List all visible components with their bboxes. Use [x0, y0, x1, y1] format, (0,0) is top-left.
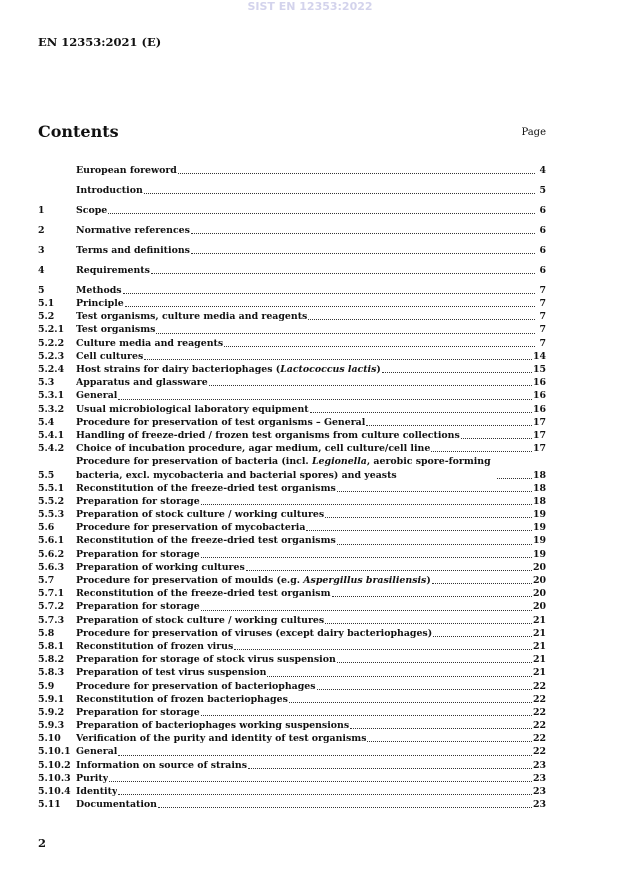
toc-entry-title: Preparation of working cultures — [76, 561, 245, 573]
toc-entry-page: 19 — [532, 535, 546, 547]
dot-leader — [306, 529, 532, 531]
toc-entry-title: Apparatus and glassware — [76, 377, 208, 389]
toc-entry-page: 17 — [532, 429, 546, 441]
toc-entry[interactable] — [38, 587, 546, 600]
toc-entry-number: 4 — [38, 264, 45, 276]
page-column-label: Page — [521, 127, 546, 138]
toc-entry-number: 5.8.3 — [38, 667, 65, 679]
toc-entry-number: 5.2.1 — [38, 324, 65, 336]
dot-leader — [308, 318, 535, 320]
toc-entry-page: 7 — [539, 298, 546, 310]
toc-entry[interactable] — [38, 429, 546, 442]
toc-entry-number: 5.3 — [38, 377, 55, 389]
toc-entry-number: 5.11 — [38, 799, 61, 811]
toc-entry-title: Documentation — [76, 799, 157, 811]
toc-entry-page: 22 — [532, 680, 546, 692]
toc-entry[interactable] — [38, 264, 546, 277]
dot-leader — [332, 595, 532, 597]
dot-leader — [325, 622, 532, 624]
toc-entry-page: 16 — [532, 377, 546, 389]
dot-leader — [248, 767, 532, 769]
toc-entry[interactable] — [38, 719, 546, 732]
toc-entry[interactable] — [38, 666, 546, 679]
dot-leader — [201, 714, 532, 716]
toc-entry-title: Preparation for storage — [76, 548, 200, 560]
toc-entry-title: Preparation for storage — [76, 706, 200, 718]
toc-entry[interactable] — [38, 627, 546, 640]
toc-entry[interactable] — [38, 376, 546, 389]
toc-entry[interactable] — [38, 640, 546, 653]
dot-leader — [201, 609, 532, 611]
dot-leader — [317, 688, 532, 690]
toc-entry-title: Terms and definitions — [76, 244, 190, 256]
toc-entry-number: 5.4.2 — [38, 443, 65, 455]
toc-entry-title: Host strains for dairy bacteriophages (Lactococcus lactis) — [76, 364, 381, 376]
dot-leader — [118, 398, 532, 400]
toc-entry-number: 5.10 — [38, 733, 61, 745]
toc-entry-page: 15 — [532, 364, 546, 376]
toc-entry[interactable] — [38, 416, 546, 429]
toc-entry-number: 5.7.1 — [38, 588, 65, 600]
toc-entry-title: Requirements — [76, 264, 150, 276]
toc-entry-page: 6 — [539, 244, 546, 256]
toc-entry[interactable] — [38, 600, 546, 613]
dot-leader — [144, 358, 532, 360]
toc-entry-page: 19 — [532, 509, 546, 521]
toc-entry-page: 21 — [532, 614, 546, 626]
dot-leader — [367, 740, 531, 742]
toc-entry-page: 17 — [532, 416, 546, 428]
toc-entry[interactable] — [38, 706, 546, 719]
dot-leader — [209, 384, 532, 386]
toc-entry-title: Purity — [76, 772, 109, 784]
toc-entry-page: 5 — [539, 184, 546, 196]
toc-entry-page: 4 — [539, 164, 546, 176]
toc-entry-title: Test organisms — [76, 324, 156, 336]
toc-entry-title: Preparation of bacteriophages working suspensions — [76, 720, 350, 732]
toc-entry-number: 5.9.3 — [38, 720, 65, 732]
toc-entry-page: 23 — [532, 759, 546, 771]
toc-entry[interactable] — [38, 745, 546, 758]
toc-entry-title: Information on source of strains — [76, 759, 248, 771]
toc-entry[interactable] — [38, 224, 546, 237]
toc-entry-title: Reconstitution of frozen virus — [76, 640, 234, 652]
toc-entry-page: 21 — [532, 654, 546, 666]
toc-entry-number: 5.9.2 — [38, 706, 65, 718]
toc-entry-page: 23 — [532, 786, 546, 798]
toc-entry-title: Procedure for preservation of bacteria (incl. Legionella, aerobic spore-forming bacteria, excl. mycobacteria and bacterial spores) and yeasts — [76, 456, 491, 481]
toc-entry[interactable] — [38, 350, 546, 363]
dot-leader — [224, 345, 535, 347]
toc-entry-number: 5.7.3 — [38, 614, 65, 626]
toc-entry-page: 16 — [532, 390, 546, 402]
toc-entry-title: Introduction — [76, 184, 143, 196]
toc-entry[interactable] — [38, 363, 546, 376]
dot-leader — [109, 780, 532, 782]
dot-leader — [151, 272, 535, 274]
toc-entry-page: 22 — [532, 733, 546, 745]
toc-entry-number: 5.2 — [38, 311, 55, 323]
toc-entry[interactable] — [38, 204, 546, 217]
toc-entry[interactable] — [38, 310, 546, 323]
toc-entry-page: 6 — [539, 204, 546, 216]
toc-entry[interactable] — [38, 732, 546, 745]
toc-entry-title: Usual microbiological laboratory equipment — [76, 403, 309, 415]
toc-entry-page: 16 — [532, 403, 546, 415]
toc-entry-page: 20 — [532, 561, 546, 573]
toc-entry-page: 22 — [532, 693, 546, 705]
toc-entry[interactable] — [38, 680, 546, 693]
toc-entry-number: 1 — [38, 204, 45, 216]
toc-entry-page: 21 — [532, 667, 546, 679]
toc-entry[interactable] — [38, 482, 546, 495]
toc-entry-number: 5.1 — [38, 298, 55, 310]
toc-entry-title: General — [76, 746, 118, 758]
dot-leader — [191, 252, 535, 254]
toc-entry-title: Procedure for preservation of test organisms – General — [76, 416, 366, 428]
toc-entry-title: Procedure for preservation of bacteriophages — [76, 680, 316, 692]
toc-entry-page: 18 — [532, 469, 546, 481]
toc-entry-number: 5.2.2 — [38, 337, 65, 349]
toc-entry-page: 20 — [532, 575, 546, 587]
dot-leader — [191, 232, 535, 234]
toc-entry-page: 20 — [532, 588, 546, 600]
toc-entry[interactable] — [38, 521, 546, 534]
toc-entry[interactable] — [38, 534, 546, 547]
toc-entry-number: 5.9 — [38, 680, 55, 692]
toc-entry[interactable] — [38, 785, 546, 798]
toc-entry-number: 5.10.2 — [38, 759, 71, 771]
toc-entry-number: 5.8 — [38, 627, 55, 639]
toc-entry-number: 5.5.1 — [38, 482, 65, 494]
dot-leader — [201, 503, 532, 505]
dot-leader — [178, 172, 535, 174]
toc-entry-number: 5 — [38, 284, 45, 296]
toc-entry[interactable] — [38, 574, 546, 587]
toc-entry-page: 19 — [532, 548, 546, 560]
table-of-contents — [38, 164, 546, 811]
toc-entry[interactable] — [38, 759, 546, 772]
toc-entry-title: Choice of incubation procedure, agar medium, cell culture/cell line — [76, 443, 431, 455]
watermark: SIST EN 12353:2022 — [247, 0, 373, 13]
toc-entry-title: Preparation for storage — [76, 495, 200, 507]
toc-entry-title: Reconstitution of frozen bacteriophages — [76, 693, 288, 705]
toc-entry-title: Culture media and reagents — [76, 337, 224, 349]
dot-leader — [310, 411, 532, 413]
toc-entry[interactable] — [38, 297, 546, 310]
dot-leader — [234, 648, 532, 650]
toc-entry[interactable] — [38, 389, 546, 402]
dot-leader — [325, 516, 532, 518]
dot-leader — [125, 305, 535, 307]
toc-entry-number: 5.3.1 — [38, 390, 65, 402]
toc-entry-title: European foreword — [76, 164, 177, 176]
dot-leader — [201, 556, 532, 558]
toc-entry-page: 22 — [532, 706, 546, 718]
toc-entry-page: 23 — [532, 799, 546, 811]
dot-leader — [158, 806, 532, 808]
toc-entry-page: 6 — [539, 224, 546, 236]
toc-entry-page: 6 — [539, 264, 546, 276]
toc-entry-page: 14 — [532, 350, 546, 362]
toc-entry[interactable] — [38, 244, 546, 257]
toc-entry-number: 5.8.2 — [38, 654, 65, 666]
dot-leader — [431, 450, 532, 452]
toc-entry-page: 22 — [532, 720, 546, 732]
toc-entry-title: Procedure for preservation of moulds (e.g. Aspergillus brasiliensis) — [76, 575, 431, 587]
toc-entry-title: Preparation of stock culture / working cultures — [76, 614, 325, 626]
toc-entry-number: 3 — [38, 244, 45, 256]
dot-leader — [350, 727, 532, 729]
toc-entry-number: 5.6.1 — [38, 535, 65, 547]
toc-entry-number: 5.6.2 — [38, 548, 65, 560]
toc-entry-page: 7 — [539, 311, 546, 323]
toc-entry[interactable] — [38, 508, 546, 521]
contents-heading: Contents — [38, 122, 119, 141]
toc-entry-number: 5.5.2 — [38, 495, 65, 507]
dot-leader — [289, 701, 532, 703]
toc-entry-title: Preparation of test virus suspension — [76, 667, 267, 679]
toc-entry-title: Principle — [76, 298, 124, 310]
toc-entry-title: Test organisms, culture media and reagents — [76, 311, 308, 323]
dot-leader — [337, 661, 532, 663]
toc-entry-page: 18 — [532, 482, 546, 494]
toc-entry-number: 5.2.4 — [38, 364, 65, 376]
toc-entry-number: 5.9.1 — [38, 693, 65, 705]
toc-entry[interactable] — [38, 653, 546, 666]
toc-entry-title: Normative references — [76, 224, 190, 236]
toc-entry[interactable] — [38, 337, 546, 350]
toc-entry[interactable] — [38, 164, 546, 177]
toc-entry-number: 5.7.2 — [38, 601, 65, 613]
toc-entry-title: Cell cultures — [76, 350, 144, 362]
toc-entry-page: 21 — [532, 640, 546, 652]
toc-entry-page: 18 — [532, 495, 546, 507]
toc-entry-title: Scope — [76, 204, 108, 216]
toc-entry[interactable] — [38, 403, 546, 416]
toc-entry-title: Reconstitution of the freeze-dried test organisms — [76, 482, 336, 494]
toc-entry-title: Methods — [76, 284, 122, 296]
toc-entry-number: 2 — [38, 224, 45, 236]
dot-leader — [461, 437, 532, 439]
toc-entry-title: Preparation for storage of stock virus suspension — [76, 654, 336, 666]
toc-entry-number: 5.5.3 — [38, 509, 65, 521]
toc-entry-number: 5.10.3 — [38, 772, 71, 784]
dot-leader — [246, 569, 532, 571]
toc-entry[interactable] — [38, 284, 546, 297]
toc-entry-page: 7 — [539, 337, 546, 349]
toc-entry-number: 5.10.4 — [38, 786, 71, 798]
toc-entry-title: Reconstitution of the freeze-dried test organism — [76, 588, 331, 600]
toc-entry-title: Procedure for preservation of viruses (except dairy bacteriophages) — [76, 627, 433, 639]
toc-entry[interactable] — [38, 614, 546, 627]
dot-leader — [156, 332, 535, 334]
toc-entry-page: 7 — [539, 324, 546, 336]
toc-entry-page: 19 — [532, 522, 546, 534]
toc-entry-page: 23 — [532, 772, 546, 784]
toc-entry-number: 5.7 — [38, 575, 55, 587]
dot-leader — [118, 754, 532, 756]
dot-leader — [108, 212, 535, 214]
toc-entry-number: 5.6 — [38, 522, 55, 534]
toc-entry-page: 7 — [539, 284, 546, 296]
toc-entry[interactable] — [38, 798, 546, 811]
toc-entry-title: Verification of the purity and identity of test organisms — [76, 733, 367, 745]
toc-entry-number: 5.8.1 — [38, 640, 65, 652]
toc-entry[interactable] — [38, 455, 546, 481]
toc-entry[interactable] — [38, 495, 546, 508]
toc-entry[interactable] — [38, 772, 546, 785]
toc-entry-number: 5.5 — [38, 469, 55, 481]
dot-leader — [118, 793, 532, 795]
toc-entry[interactable] — [38, 442, 546, 455]
toc-entry-number: 5.3.2 — [38, 403, 65, 415]
toc-entry-title: General — [76, 390, 118, 402]
dot-leader — [433, 635, 532, 637]
toc-entry-title: Handling of freeze-dried / frozen test organisms from culture collections — [76, 429, 460, 441]
document-identifier: EN 12353:2021 (E) — [38, 35, 162, 49]
toc-entry-page: 17 — [532, 443, 546, 455]
dot-leader — [337, 543, 532, 545]
dot-leader — [337, 490, 532, 492]
toc-entry-page: 21 — [532, 627, 546, 639]
toc-entry[interactable] — [38, 548, 546, 561]
toc-entry[interactable] — [38, 693, 546, 706]
toc-entry-page: 22 — [532, 746, 546, 758]
toc-entry-number: 5.2.3 — [38, 350, 65, 362]
dot-leader — [497, 477, 532, 479]
toc-entry-title: Procedure for preservation of mycobacteria — [76, 522, 306, 534]
dot-leader — [366, 424, 532, 426]
toc-entry[interactable] — [38, 561, 546, 574]
toc-entry-title: Identity — [76, 786, 118, 798]
toc-entry-number: 5.4.1 — [38, 429, 65, 441]
toc-entry-title: Preparation of stock culture / working cultures — [76, 509, 325, 521]
toc-entry-number: 5.4 — [38, 416, 55, 428]
dot-leader — [382, 371, 532, 373]
toc-entry-title: Reconstitution of the freeze-dried test organisms — [76, 535, 336, 547]
toc-entry-title: Preparation for storage — [76, 601, 200, 613]
toc-entry-page: 20 — [532, 601, 546, 613]
dot-leader — [267, 675, 531, 677]
page-number: 2 — [38, 836, 47, 850]
toc-entry-number: 5.10.1 — [38, 746, 71, 758]
dot-leader — [432, 582, 532, 584]
toc-entry-number: 5.6.3 — [38, 561, 65, 573]
toc-entry[interactable] — [38, 323, 546, 336]
dot-leader — [144, 192, 535, 194]
dot-leader — [123, 292, 535, 294]
toc-entry[interactable] — [38, 184, 546, 197]
